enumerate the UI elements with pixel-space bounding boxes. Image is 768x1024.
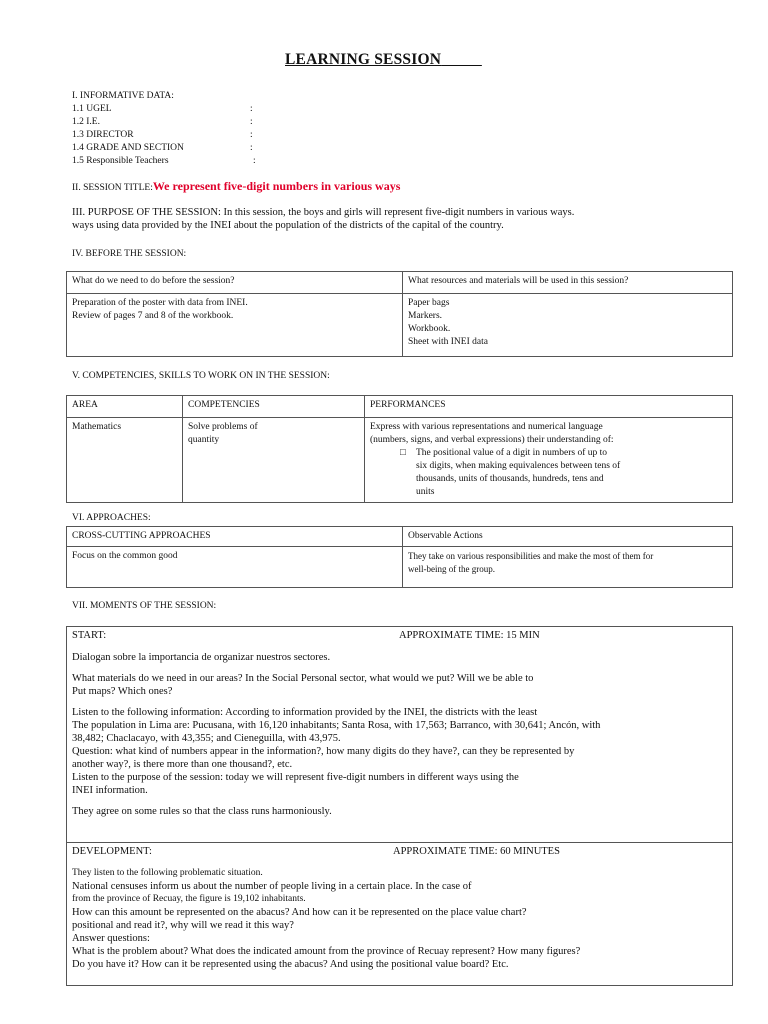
competencies-heading: V. COMPETENCIES, SKILLS TO WORK ON IN THE SESSION: — [72, 371, 330, 381]
approaches-col2-line: They take on various responsibilities and make the most of them for — [408, 551, 654, 561]
start-header — [72, 629, 727, 643]
header-area: AREA — [67, 396, 183, 418]
info-row-ugel — [72, 103, 272, 116]
start-line: Listen to the purpose of the session: today we will represent five-digit numbers in different ways using the — [72, 772, 519, 783]
before-heading: IV. BEFORE THE SESSION: — [72, 249, 187, 259]
info-colon: : — [250, 143, 253, 153]
before-col2-line: Workbook. — [408, 324, 451, 334]
competencies-body-row — [67, 418, 733, 503]
info-row-grade — [72, 142, 272, 155]
approaches-heading: VI. APPROACHES: — [72, 513, 151, 523]
start-line: another way?, is there more than one thousand?, etc. — [72, 759, 293, 770]
start-line: Dialogan sobre la importancia de organizar nuestros sectores. — [72, 652, 331, 663]
development-row — [67, 843, 733, 986]
competency-line: Solve problems of — [188, 422, 258, 432]
bullet-line: six digits, when making equivalences between tens of — [416, 461, 621, 471]
info-colon: : — [250, 117, 253, 127]
development-paragraph — [72, 867, 727, 971]
before-col2-line: Sheet with INEI data — [408, 337, 488, 347]
approaches-table — [66, 526, 733, 588]
start-line: Question: what kind of numbers appear in the information?, how many digits do they have?, can they be represented by — [72, 746, 575, 757]
start-line: Listen to the following information: According to information provided by the INEI, the districts with the least — [72, 707, 538, 718]
start-line: What materials do we need in our areas? In the Social Personal sector, what would we put? Will we be able to — [72, 673, 534, 684]
development-time: APPROXIMATE TIME: 60 MINUTES — [393, 846, 560, 857]
approaches-col1-header: CROSS-CUTTING APPROACHES — [67, 527, 403, 547]
session-title-value: We represent five-digit numbers in various ways — [152, 179, 401, 193]
header-performances: PERFORMANCES — [365, 396, 733, 418]
session-title — [72, 180, 400, 195]
moments-heading: VII. MOMENTS OF THE SESSION: — [72, 601, 217, 611]
start-label: START: — [72, 630, 107, 641]
purpose-section — [72, 206, 574, 232]
before-col2-line: Markers. — [408, 311, 443, 321]
start-paragraph-4 — [72, 805, 727, 818]
info-colon: : — [250, 130, 253, 140]
bullet-icon: □ — [400, 448, 406, 458]
before-col1-line: Preparation of the poster with data from INEI. — [72, 298, 248, 308]
approaches-header-row — [67, 527, 733, 547]
before-col2-cell — [403, 294, 733, 357]
competencies-header-row — [67, 396, 733, 418]
development-line: Do you have it? How can it be represented using the abacus? And using the positional value board? Etc. — [72, 959, 509, 970]
competencies-table — [66, 395, 733, 503]
approaches-col2-cell — [403, 547, 733, 588]
competency-line: quantity — [188, 435, 220, 445]
development-line: They listen to the following problematic situation. — [72, 868, 263, 878]
development-line: Answer questions: — [72, 933, 150, 944]
informative-data — [72, 90, 272, 168]
before-col1-cell — [67, 294, 403, 357]
performance-bullet-item — [370, 447, 727, 460]
development-header — [72, 845, 727, 859]
development-line: from the province of Recuay, the figure is 19,102 inhabitants. — [72, 894, 306, 904]
development-cell — [67, 843, 733, 986]
start-line: Put maps? Which ones? — [72, 686, 173, 697]
approaches-col2-line: well-being of the group. — [408, 564, 495, 574]
title-text: LEARNING SESSION — [285, 51, 442, 68]
purpose-line-2: ways using data provided by the INEI about the population of the districts of the capital of the country. — [72, 220, 504, 231]
start-paragraph-1 — [72, 651, 727, 664]
start-row — [67, 627, 733, 843]
bullet-line: units — [416, 487, 435, 497]
before-header-row — [67, 272, 733, 294]
info-label: 1.3 DIRECTOR — [72, 130, 134, 140]
approaches-col1-value: Focus on the common good — [67, 547, 403, 588]
before-table — [66, 271, 733, 357]
approaches-col2-header: Observable Actions — [403, 527, 733, 547]
informative-heading: I. INFORMATIVE DATA: — [72, 91, 174, 101]
bullet-line: The positional value of a digit in numbers of up to — [416, 448, 608, 458]
start-line: The population in Lima are: Pucusana, with 16,120 inhabitants; Santa Rosa, with 17,563; Barranco, with 30,641; Ancón, with — [72, 720, 601, 731]
development-line: positional and read it?, why will we read it this way? — [72, 920, 294, 931]
start-time: APPROXIMATE TIME: 15 MIN — [399, 630, 540, 641]
development-line: What is the problem about? What does the indicated amount from the province of Recuay represent? How many figures? — [72, 946, 581, 957]
info-colon: : — [250, 104, 253, 114]
approaches-body-row — [67, 547, 733, 588]
info-row-ie — [72, 116, 272, 129]
before-col2-header: What resources and materials will be used in this session? — [403, 272, 733, 294]
performance-line: (numbers, signs, and verbal expressions) their understanding of: — [370, 435, 614, 445]
area-cell: Mathematics — [67, 418, 183, 503]
before-body-row — [67, 294, 733, 357]
start-paragraph-3 — [72, 706, 727, 797]
bullet-line: thousands, units of thousands, hundreds, tens and — [416, 474, 604, 484]
development-line: How can this amount be represented on the abacus? And how can it be represented on the place value chart? — [72, 907, 527, 918]
before-col1-header: What do we need to do before the session? — [67, 272, 403, 294]
performance-line: Express with various representations and numerical language — [370, 422, 603, 432]
before-col1-line: Review of pages 7 and 8 of the workbook. — [72, 311, 234, 321]
start-line: They agree on some rules so that the class runs harmoniously. — [72, 806, 332, 817]
purpose-line-1: III. PURPOSE OF THE SESSION: In this session, the boys and girls will represent five-digit numbers in various ways. — [72, 207, 575, 218]
start-paragraph-2 — [72, 672, 727, 698]
start-line: 38,482; Chaclacayo, with 43,355; and Cieneguilla, with 43,975. — [72, 733, 341, 744]
info-row-teachers — [72, 155, 272, 168]
info-row-director — [72, 129, 272, 142]
start-line: INEI information. — [72, 785, 148, 796]
info-label: 1.2 I.E. — [72, 117, 100, 127]
start-cell — [67, 627, 733, 843]
info-label: 1.4 GRADE AND SECTION — [72, 143, 184, 153]
before-col2-line: Paper bags — [408, 298, 450, 308]
header-competencies: COMPETENCIES — [183, 396, 365, 418]
info-label: 1.5 Responsible Teachers — [72, 156, 169, 166]
moments-table — [66, 626, 733, 986]
performance-cell — [365, 418, 733, 503]
info-label: 1.1 UGEL — [72, 104, 112, 114]
competency-cell — [183, 418, 365, 503]
development-line: National censuses inform us about the number of people living in a certain place. In the case of — [72, 881, 472, 892]
info-colon: : — [253, 156, 256, 166]
development-label: DEVELOPMENT: — [72, 846, 152, 857]
page-title — [285, 51, 482, 69]
session-title-label: II. SESSION TITLE: — [72, 183, 153, 193]
